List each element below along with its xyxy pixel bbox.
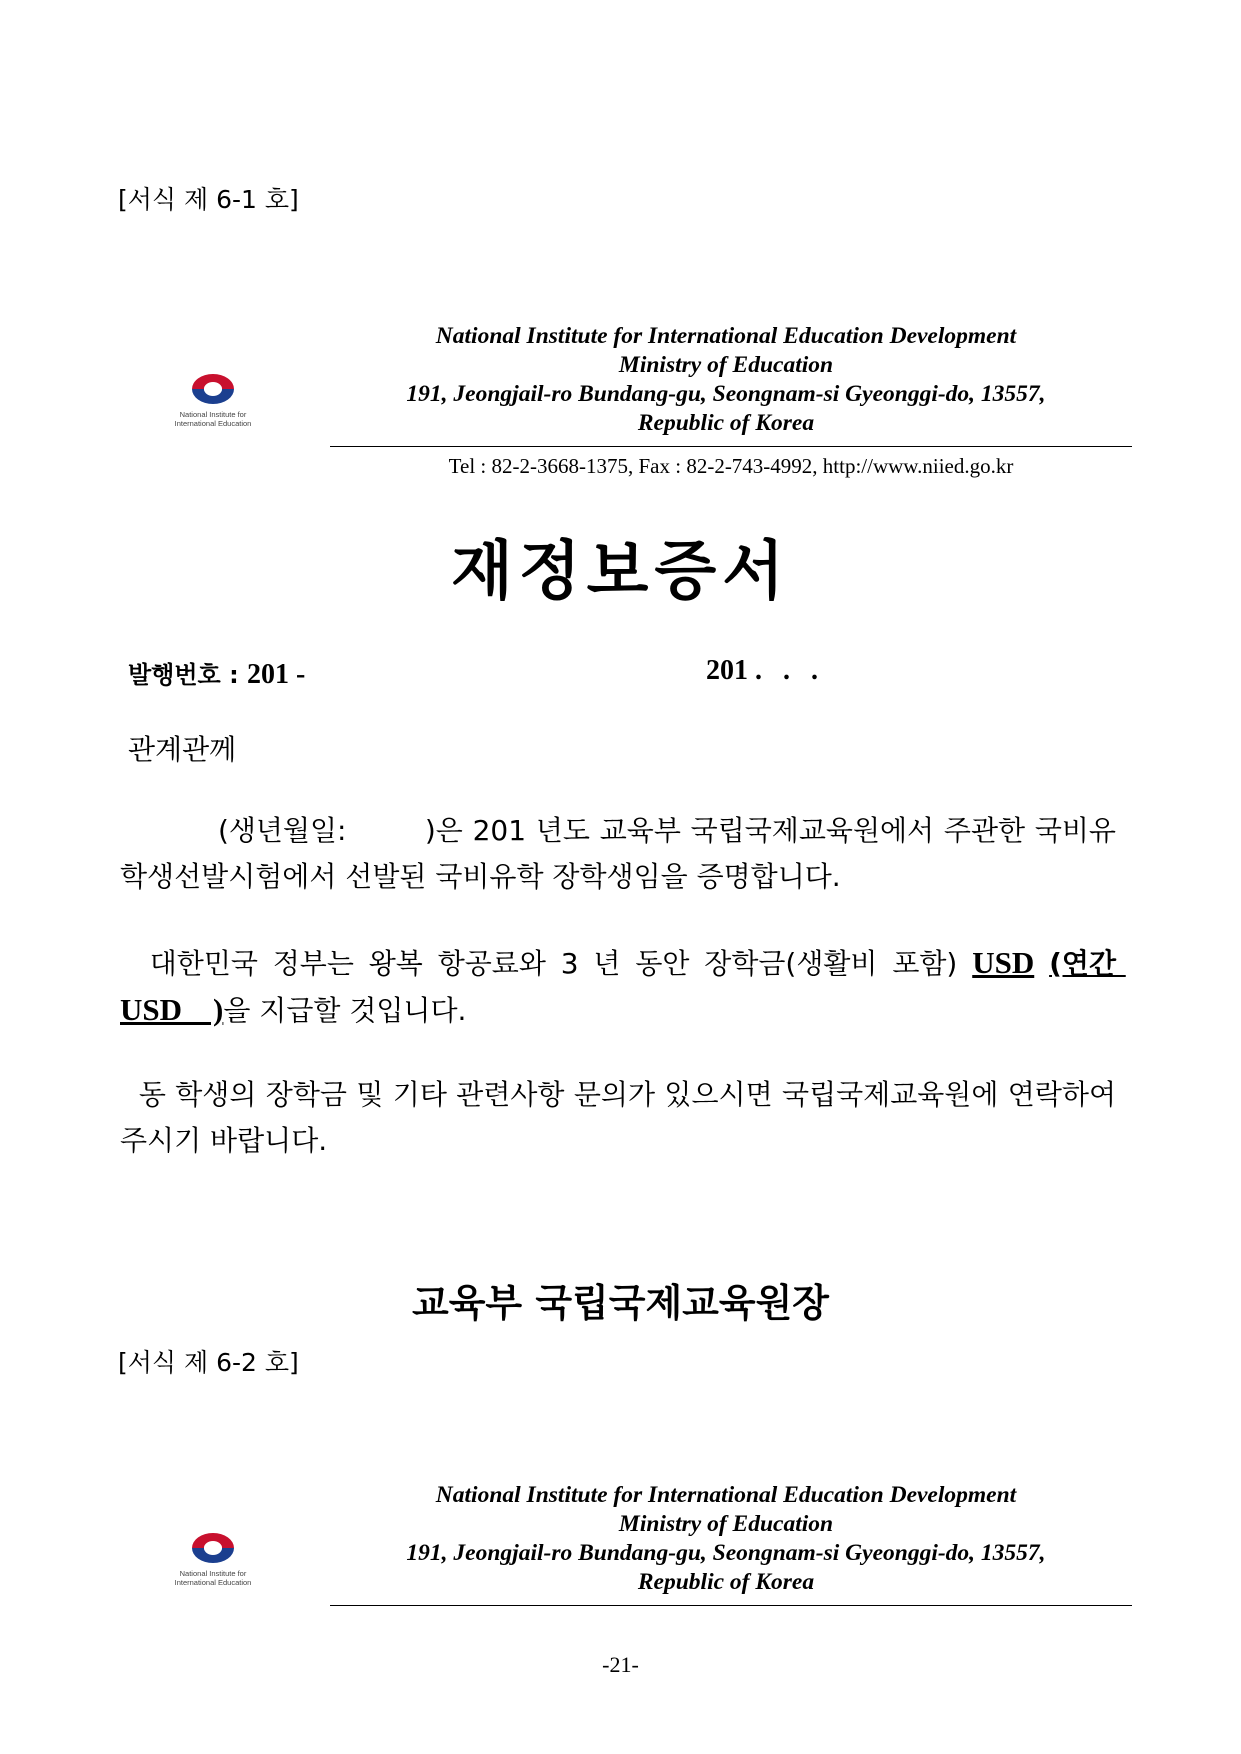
scholarship-text-start: 대한민국 정부는 왕복 항공료와 3 년 동안 장학금(생활비 포함) (120, 947, 973, 980)
institution-country: Republic of Korea (637, 1569, 815, 1595)
institution-header (330, 322, 1122, 438)
ministry-name: Ministry of Education (618, 352, 834, 378)
addressee: 관계관께 (128, 733, 237, 766)
issue-number-label: 발행번호 : (128, 661, 248, 689)
scholarship-text-end: 을 지급할 것입니다. (223, 994, 467, 1027)
ministry-name: Ministry of Education (618, 1511, 834, 1537)
usd-amount: USD (972, 945, 1035, 980)
issue-number-value: 201 - (247, 659, 306, 690)
taegeuk-emblem-icon (188, 1531, 238, 1565)
form-number-2: [서식 제 6-2 호] (118, 1348, 299, 1377)
niied-logo (158, 372, 268, 428)
institution-name: National Institute for International Education Development (435, 323, 1017, 349)
header-divider-2 (330, 1605, 1132, 1606)
logo-caption-line-1: National Institute for (179, 410, 247, 419)
contact-line: Tel : 82-2-3668-1375, Fax : 82-2-743-4992, http://www.niied.go.kr (448, 454, 1014, 478)
institution-header-2 (330, 1481, 1122, 1597)
certification-paragraph: (생년월일: )은 201 년도 교육부 국립국제교육원에서 주관한 국비유학생선발시험에서 선발된 국비유학 장학생임을 증명합니다. (120, 814, 1116, 893)
institution-country: Republic of Korea (637, 410, 815, 436)
taegeuk-emblem-icon (188, 372, 238, 406)
institution-address: 191, Jeongjail-ro Bundang-gu, Seongnam-si Gyeonggi-do, 13557, (406, 1540, 1046, 1566)
issue-number (128, 655, 305, 691)
annual-usd-amount: USD ) (120, 992, 224, 1027)
logo-caption-line-1: National Institute for (179, 1569, 247, 1578)
logo-caption-line-2: International Education (174, 419, 252, 428)
niied-logo-2 (158, 1531, 268, 1587)
document-title: 재정보증서 (450, 535, 791, 609)
page-number: -21- (602, 1652, 639, 1677)
header-divider (330, 446, 1132, 447)
inquiry-paragraph: 동 학생의 장학금 및 기타 관련사항 문의가 있으시면 국립국제교육원에 연락하여 주시기 바랍니다. (120, 1078, 1125, 1157)
issue-date: 201 . . . (706, 655, 818, 686)
institution-name: National Institute for International Education Development (435, 1482, 1017, 1508)
annual-label: (연간 (1049, 947, 1126, 980)
signer-title: 교육부 국립국제교육원장 (411, 1281, 830, 1325)
scholarship-paragraph (120, 940, 1126, 1034)
form-number: [서식 제 6-1 호] (118, 185, 299, 214)
logo-caption-line-2: International Education (174, 1578, 252, 1587)
institution-address: 191, Jeongjail-ro Bundang-gu, Seongnam-si Gyeonggi-do, 13557, (406, 381, 1046, 407)
